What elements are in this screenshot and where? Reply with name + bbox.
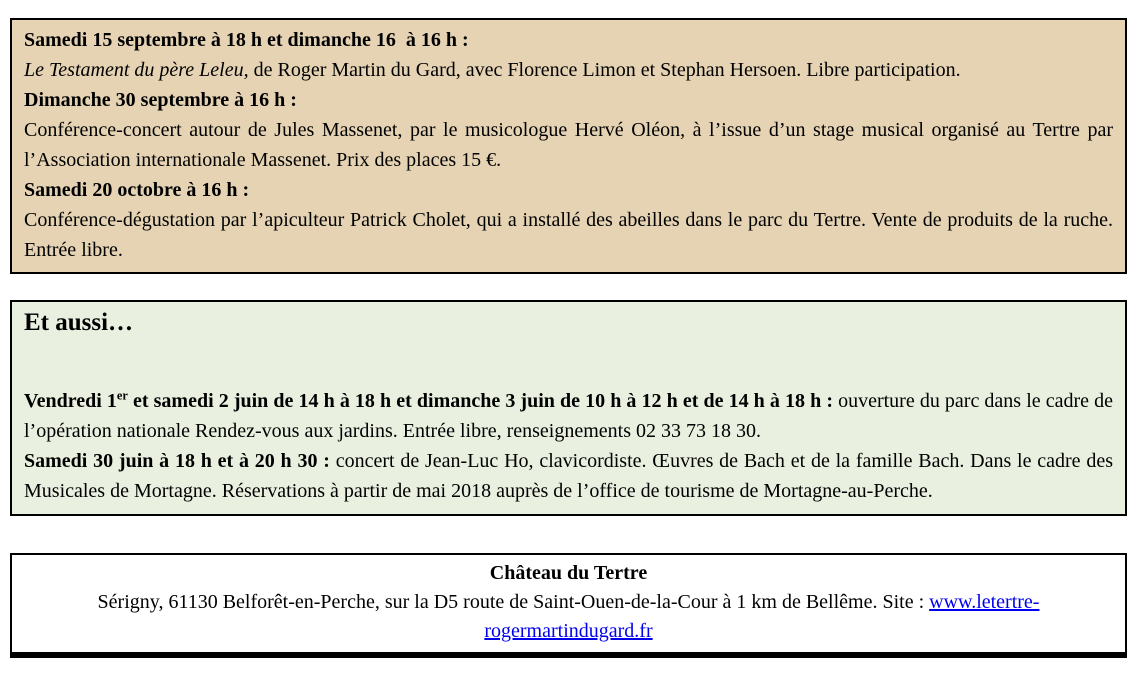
event-description: [24, 446, 1113, 506]
event-description-text: de Roger Martin du Gard, avec Florence Limon et Stephan Hersoen. Libre participation.: [248, 59, 961, 81]
september-october-events-box: [10, 18, 1127, 274]
event-description-text: concert de Jean-Luc Ho, clavicordiste. Œuvres de Bach et de la famille Bach. Dans le cadre des Musicales de Mortagne. Réservations à partir de mai 2018 auprès de l’office de tourisme de Mortagne-au-Perche.: [24, 450, 1113, 502]
event-date-bold: Samedi 30 juin à 18 h et à 20 h 30 :: [24, 450, 330, 472]
event-description: [24, 55, 1113, 85]
et-aussi-box: [10, 300, 1127, 516]
event-date-bold: Vendredi 1: [24, 390, 117, 412]
section-title: Et aussi…: [24, 309, 134, 336]
event-date-bold: et samedi 2 juin de 14 h à 18 h et dimanche 3 juin de 10 h à 12 h et de 14 h à 18 h :: [127, 390, 833, 412]
newsletter-page: [0, 18, 1140, 658]
event-heading: Samedi 20 octobre à 16 h :: [24, 179, 250, 201]
event-description: [24, 205, 1113, 265]
chateau-address-line: [26, 588, 1111, 646]
event-description-text: Conférence-dégustation par l’apiculteur Patrick Cholet, qui a installé des abeilles dans le parc du Tertre. Vente de produits de la ruche. Entrée libre.: [24, 209, 1113, 261]
event-description: [24, 386, 1113, 446]
chateau-info-box: [10, 553, 1127, 658]
chateau-title: Château du Tertre: [489, 562, 648, 584]
chateau-address: Sérigny, 61130 Belforêt-en-Perche, sur la D5 route de Saint-Ouen-de-la-Cour à 1 km de Bellême. Site :: [97, 591, 930, 613]
website-link[interactable]: www.letertre-rogermartindugard.fr: [484, 591, 1040, 642]
ordinal-superscript: er: [116, 388, 128, 403]
event-heading: Samedi 15 septembre à 18 h et dimanche 16 à 16 h :: [24, 29, 469, 51]
event-heading: Dimanche 30 septembre à 16 h :: [24, 89, 297, 111]
event-description: [24, 115, 1113, 175]
event-work-title: Le Testament du père Leleu,: [24, 59, 249, 81]
event-description-text: Conférence-concert autour de Jules Massenet, par le musicologue Hervé Oléon, à l’issue d’un stage musical organisé au Tertre par l’Association internationale Massenet. Prix des places 15 €.: [24, 119, 1113, 171]
event-description-text: ouverture du parc dans le cadre de l’opération nationale Rendez-vous aux jardins. Entrée libre, renseignements 02 33 73 18 30.: [24, 390, 1113, 442]
